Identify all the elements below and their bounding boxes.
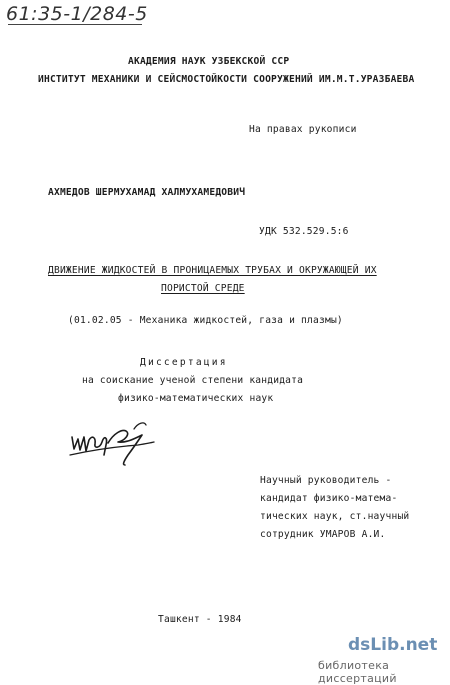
advisor-line1: Научный руководитель -	[260, 475, 392, 486]
academy-heading: АКАДЕМИЯ НАУК УЗБЕКСКОЙ ССР	[128, 56, 290, 67]
watermark-logo: dsLib.net	[348, 635, 438, 655]
catalog-number: 61:35-1/284-5	[6, 3, 148, 25]
dissertation-title-line2: ПОРИСТОЙ СРЕДЕ	[161, 283, 245, 294]
degree-line: на соискание ученой степени кандидата	[82, 375, 304, 386]
manuscript-note: На правах рукописи	[249, 124, 357, 135]
udc-code: УДК 532.529.5:6	[259, 226, 349, 237]
degree-field: физико-математических наук	[118, 393, 274, 404]
advisor-line2: кандидат физико-матема-	[260, 493, 398, 504]
dissertation-title-line1: ДВИЖЕНИЕ ЖИДКОСТЕЙ В ПРОНИЦАЕМЫХ ТРУБАХ И ОКРУЖАЮЩЕЙ ИХ	[48, 265, 377, 276]
watermark-caption: библиотека диссертаций	[318, 659, 397, 685]
place-and-year: Ташкент - 1984	[158, 614, 242, 625]
author-name: АХМЕДОВ ШЕРМУХАМАД ХАЛМУХАМЕДОВИЧ	[48, 187, 246, 198]
institute-heading: ИНСТИТУТ МЕХАНИКИ И СЕЙСМОСТОЙКОСТИ СООРУЖЕНИЙ ИМ.М.Т.УРАЗБАЕВА	[38, 74, 415, 85]
degree-word: Диссертация	[140, 357, 228, 368]
advisor-line4: сотрудник УМАРОВ А.И.	[260, 529, 386, 540]
dslib-watermark	[318, 635, 446, 685]
author-signature	[68, 415, 158, 467]
advisor-line3: тических наук, ст.научный	[260, 511, 410, 522]
specialty-code: (01.02.05 - Механика жидкостей, газа и плазмы)	[68, 315, 343, 326]
